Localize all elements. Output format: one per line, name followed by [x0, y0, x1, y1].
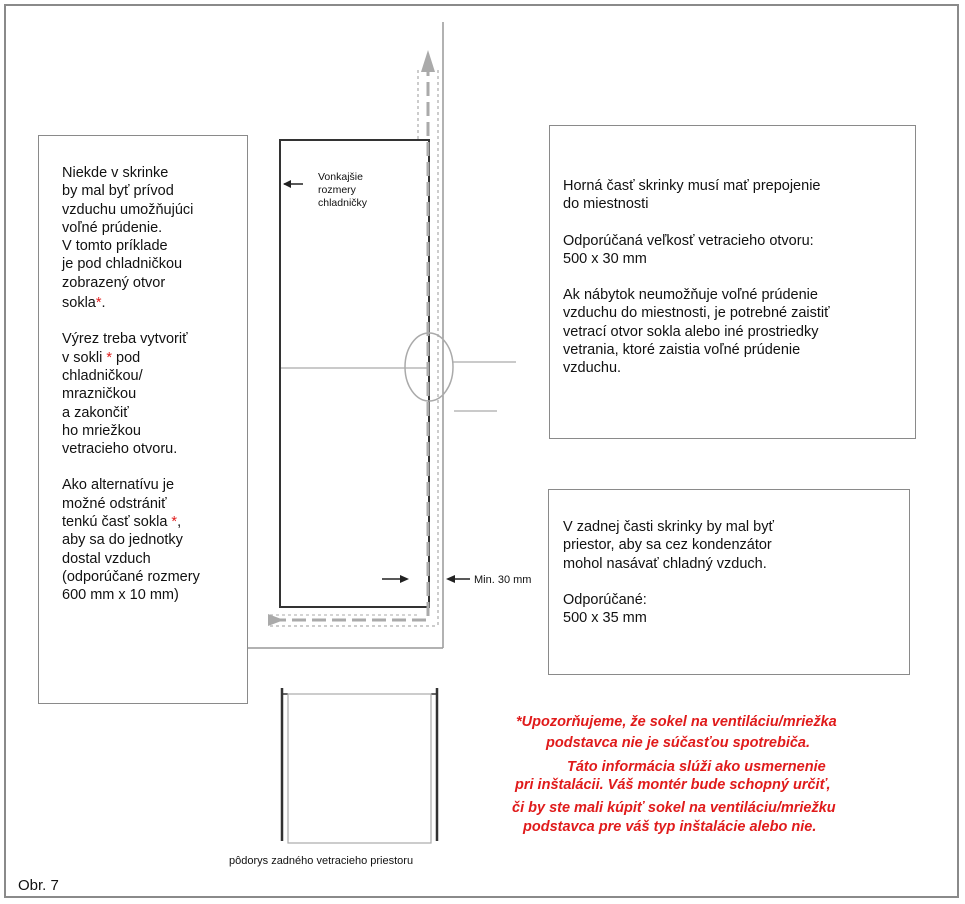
asterisk-marker: * [95, 295, 102, 312]
top-vent-note-text: Horná časť skrinky musí mať prepojenie do miestnosti Odporúčaná veľkosť vetracieho otvoru: 500 x 30 mm Ak nábytok neumožňuje voľné prúdenie vzduchu do miestnosti, je potrebné zaistiť vetrací otvor sokla alebo iné prostriedky vetrania, ktoré zaistia voľné prúdenie vzduchu. [563, 178, 830, 377]
warning-line-4: pri inštalácii. Váš montér bude schopný určiť, [515, 777, 831, 793]
min-gap-label: Min. 30 mm [474, 574, 532, 586]
airflow-path [272, 70, 428, 620]
warning-line-5: či by ste mali kúpiť sokel na ventiláciu/mriežku [512, 800, 836, 816]
gap-arrow-left-head [400, 575, 409, 583]
airflow-arrow-head-up [421, 50, 435, 72]
figure-label: Obr. 7 [18, 877, 59, 894]
left-note-line: mrazničkou [62, 386, 137, 403]
asterisk-marker: * [171, 514, 178, 531]
warning-line-2: podstavca nie je súčasťou spotrebiča. [546, 735, 811, 751]
warning-line-6: podstavca pre váš typ inštalácie alebo nie. [523, 819, 817, 835]
left-note-line: sokla [62, 295, 96, 312]
left-note-line: dostal vzduch [62, 550, 151, 567]
plan-caption: pôdorys zadného vetracieho priestoru [229, 855, 414, 867]
left-note-line: (odporúčané rozmery [62, 568, 200, 585]
left-note-text [62, 164, 200, 605]
left-note-line: by mal byť prívod [62, 183, 174, 200]
appliance-outline [280, 140, 429, 607]
left-note-line: je pod chladničkou [62, 256, 183, 273]
warning-line-3: Táto informácia slúži ako usmernenie [567, 759, 826, 775]
left-note-line: vzduchu umožňujúci [62, 201, 194, 218]
gap-arrow-right-head [446, 575, 455, 583]
left-note-line: chladničkou/ [62, 367, 143, 384]
warning-line-1: *Upozorňujeme, že sokel na ventiláciu/mriežka [516, 714, 837, 730]
left-note-line: V tomto príklade [62, 238, 168, 255]
left-note-line: voľné prúdenie. [62, 219, 163, 236]
left-note-line: a zakončiť [62, 404, 129, 421]
left-note-punct: , [177, 514, 182, 531]
left-note-line: Výrez treba vytvoriť [62, 331, 188, 348]
asterisk-marker: * [106, 349, 112, 366]
left-note-punct: . [101, 295, 106, 312]
rear-space-note-text: V zadnej časti skrinky by mal byť priestor, aby sa cez kondenzátor mohol nasávať chladný vzduch. Odporúčané: 500 x 35 mm [563, 519, 774, 627]
left-note-line: Ako alternatívu je [62, 477, 175, 494]
left-note-line: možné odstrániť [62, 495, 167, 512]
left-note-line: ho mriežkou [62, 422, 141, 439]
left-note-line: vetracieho otvoru. [62, 441, 178, 458]
airflow-arrow-head-right [268, 614, 284, 626]
plan-appliance [288, 694, 431, 843]
left-note-line: aby sa do jednotky [62, 532, 183, 549]
left-note-line: tenkú časť sokla [62, 514, 172, 531]
left-note-line: Niekde v skrinke [62, 165, 169, 181]
left-note-line: v sokli [62, 349, 103, 366]
outer-dims-arrow-head [283, 180, 291, 188]
left-note-line: 600 mm x 10 mm) [62, 587, 179, 604]
left-note-line: zobrazený otvor [62, 274, 166, 291]
left-note-line: pod [111, 349, 141, 366]
outer-dims-label: Vonkajšie rozmery chladničky [318, 171, 368, 209]
